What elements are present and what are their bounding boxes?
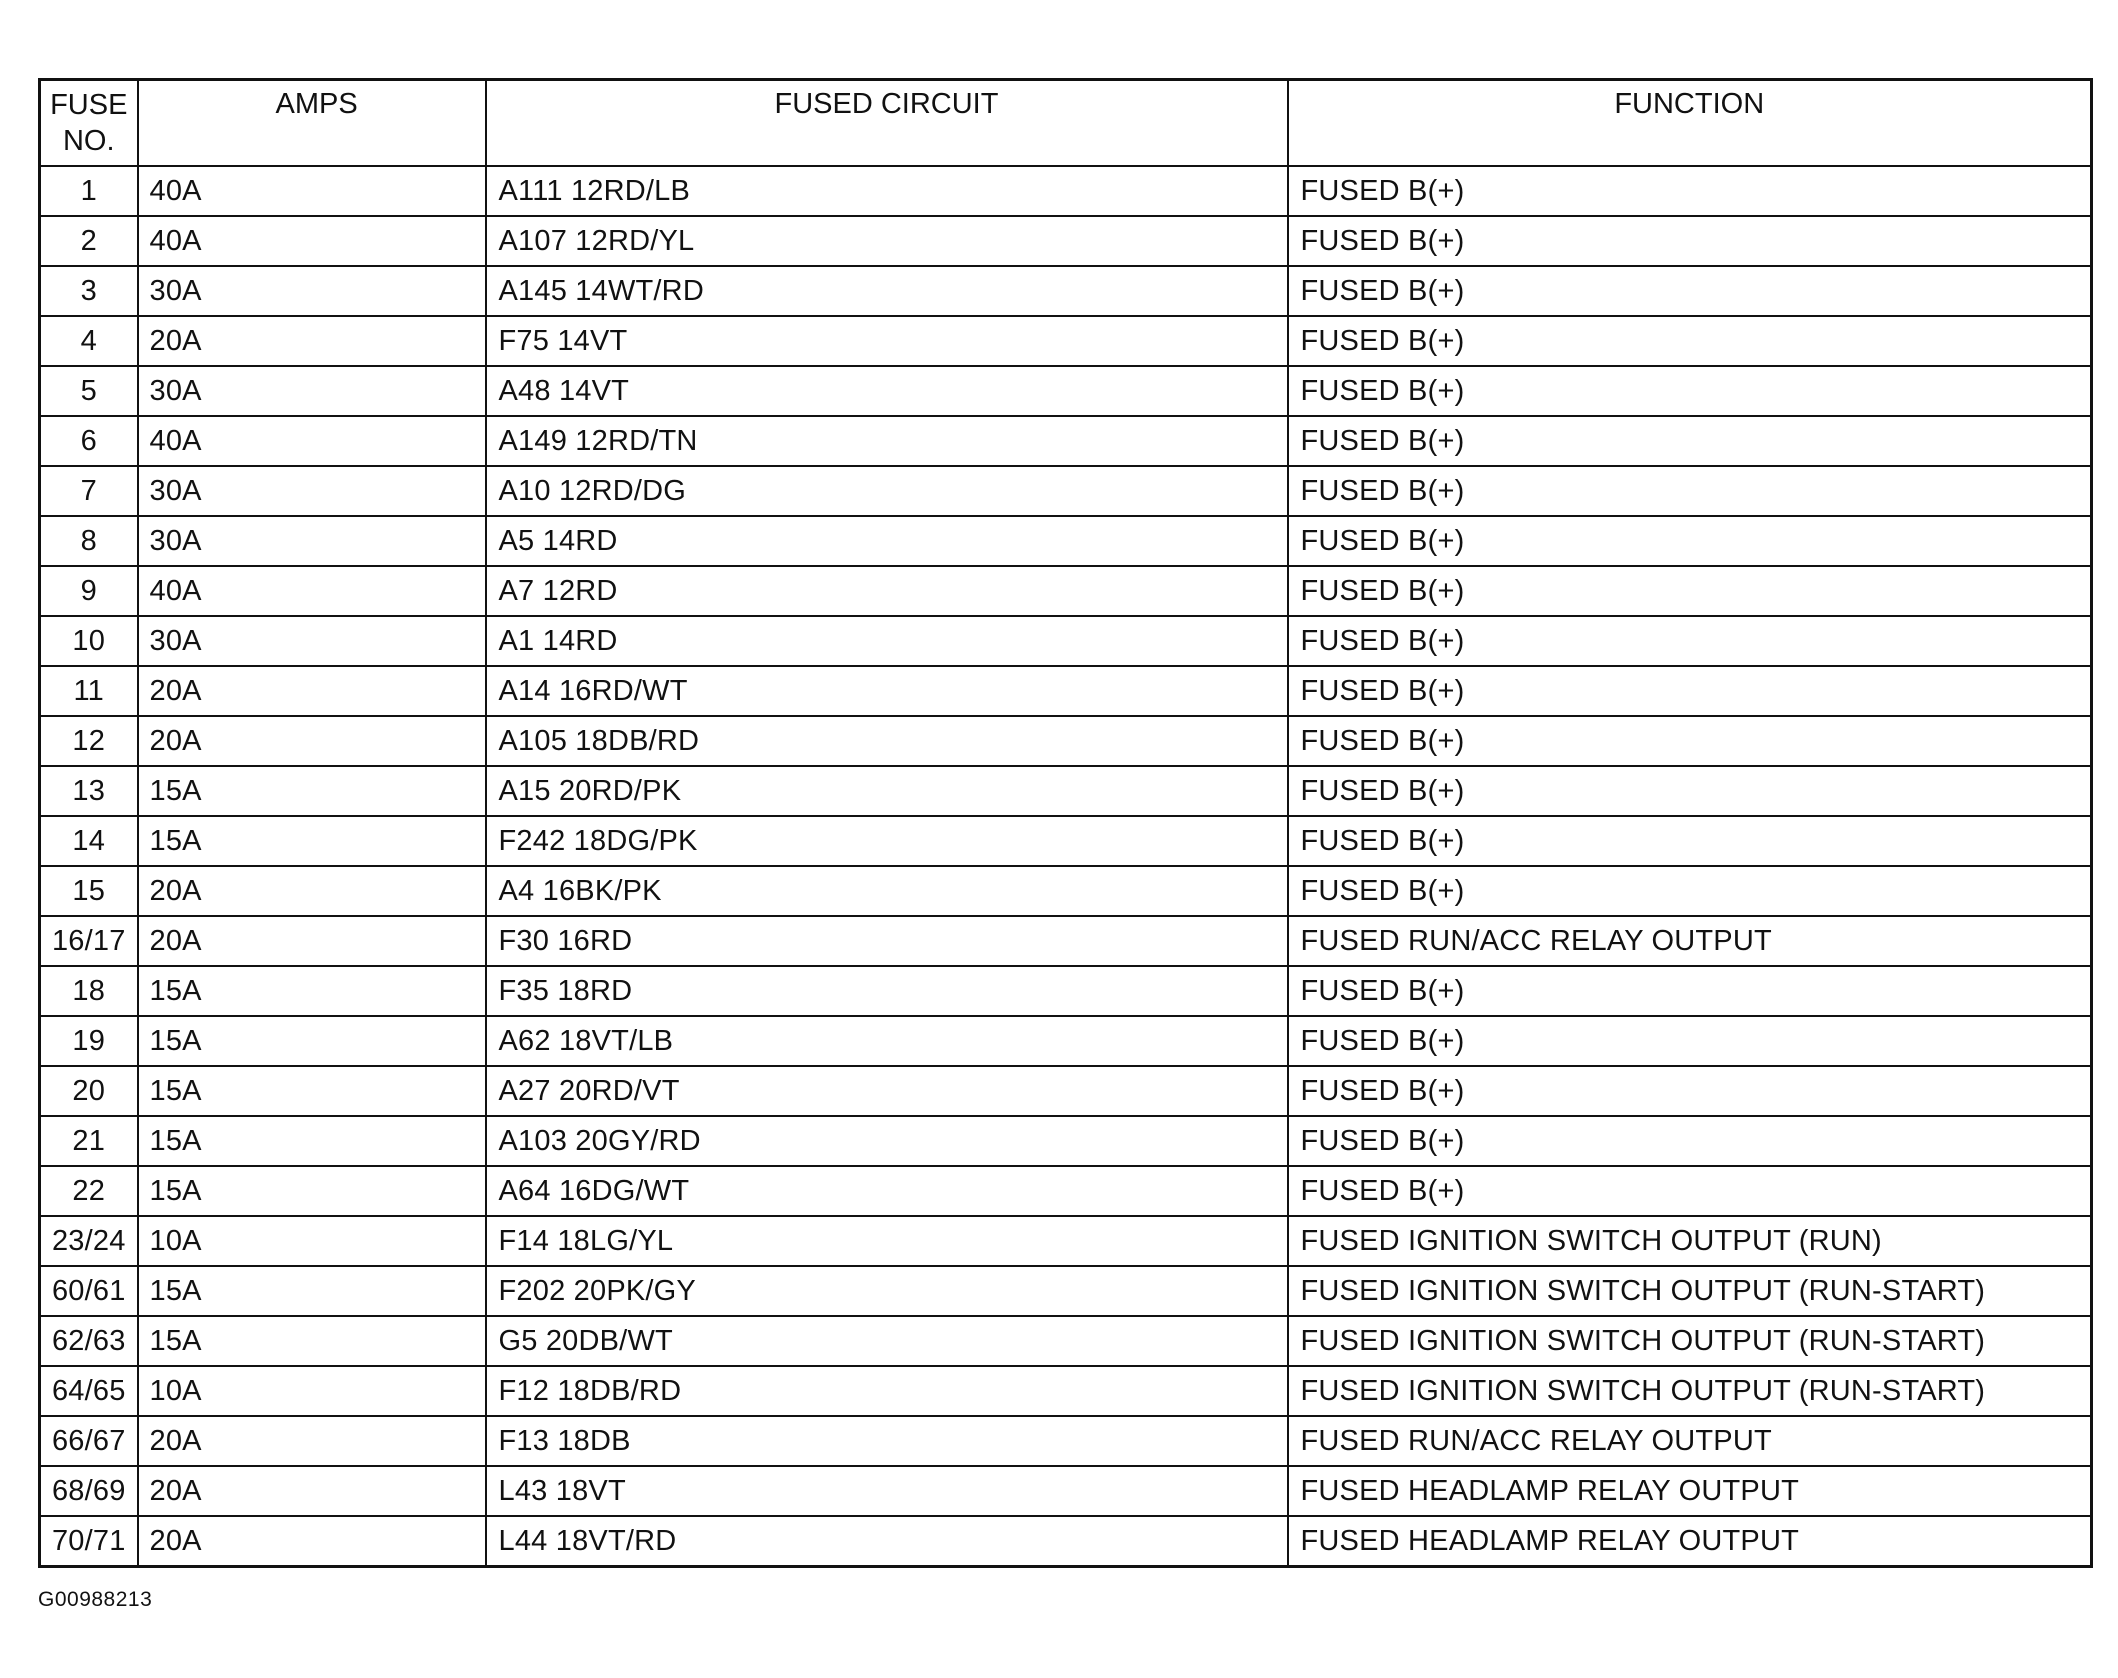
function-cell: FUSED IGNITION SWITCH OUTPUT (RUN-START) [1288,1266,2092,1316]
amps-cell: 15A [138,1016,486,1066]
table-row [40,716,2092,766]
fuse-no-cell: 3 [40,266,138,316]
fused-circuit-cell: F202 20PK/GY [486,1266,1288,1316]
amps-cell: 20A [138,1416,486,1466]
amps-cell: 30A [138,266,486,316]
fuse-no-cell: 8 [40,516,138,566]
fuse-no-cell: 60/61 [40,1266,138,1316]
fused-circuit-cell: A145 14WT/RD [486,266,1288,316]
fuse-no-cell: 11 [40,666,138,716]
function-cell: FUSED B(+) [1288,216,2092,266]
fuse-no-cell: 12 [40,716,138,766]
function-cell: FUSED B(+) [1288,516,2092,566]
table-row [40,616,2092,666]
amps-cell: 15A [138,816,486,866]
table-row [40,816,2092,866]
amps-cell: 40A [138,216,486,266]
function-cell: FUSED B(+) [1288,316,2092,366]
table-row [40,416,2092,466]
fused-circuit-cell: A1 14RD [486,616,1288,666]
table-row [40,1366,2092,1416]
fused-circuit-cell: G5 20DB/WT [486,1316,1288,1366]
header-amps: AMPS [138,80,486,167]
header-fuse-no: FUSE NO. [40,80,138,167]
function-cell: FUSED B(+) [1288,716,2092,766]
fuse-no-cell: 22 [40,1166,138,1216]
table-row [40,666,2092,716]
fused-circuit-cell: A5 14RD [486,516,1288,566]
function-cell: FUSED IGNITION SWITCH OUTPUT (RUN-START) [1288,1316,2092,1366]
table-row [40,216,2092,266]
function-cell: FUSED B(+) [1288,166,2092,216]
fused-circuit-cell: A62 18VT/LB [486,1016,1288,1066]
fuse-no-cell: 15 [40,866,138,916]
fuse-no-cell: 64/65 [40,1366,138,1416]
fused-circuit-cell: F242 18DG/PK [486,816,1288,866]
function-cell: FUSED B(+) [1288,666,2092,716]
table-row [40,1266,2092,1316]
table-row [40,1416,2092,1466]
table-row [40,1116,2092,1166]
fuse-no-cell: 1 [40,166,138,216]
table-row [40,916,2092,966]
figure-id: G00988213 [38,1588,153,1611]
amps-cell: 30A [138,366,486,416]
amps-cell: 20A [138,1516,486,1567]
table-row [40,1516,2092,1567]
amps-cell: 20A [138,316,486,366]
amps-cell: 20A [138,666,486,716]
amps-cell: 15A [138,766,486,816]
amps-cell: 40A [138,166,486,216]
fuse-no-cell: 4 [40,316,138,366]
function-cell: FUSED B(+) [1288,1166,2092,1216]
fused-circuit-cell: F30 16RD [486,916,1288,966]
table-body [40,166,2092,1567]
amps-cell: 15A [138,1316,486,1366]
table-row [40,866,2092,916]
amps-cell: 15A [138,1116,486,1166]
fuse-no-cell: 19 [40,1016,138,1066]
fuse-no-cell: 6 [40,416,138,466]
amps-cell: 15A [138,1166,486,1216]
fuse-no-cell: 18 [40,966,138,1016]
fuse-no-cell: 7 [40,466,138,516]
fuse-table [38,78,2093,1568]
fused-circuit-cell: A48 14VT [486,366,1288,416]
table-row [40,316,2092,366]
fused-circuit-cell: A107 12RD/YL [486,216,1288,266]
function-cell: FUSED B(+) [1288,466,2092,516]
function-cell: FUSED B(+) [1288,1116,2092,1166]
fused-circuit-cell: A10 12RD/DG [486,466,1288,516]
table-row [40,1216,2092,1266]
table-row [40,266,2092,316]
fuse-no-cell: 14 [40,816,138,866]
table-row [40,1166,2092,1216]
function-cell: FUSED B(+) [1288,866,2092,916]
fuse-no-cell: 21 [40,1116,138,1166]
table-header-row [40,80,2092,167]
amps-cell: 10A [138,1366,486,1416]
header-fused-circuit: FUSED CIRCUIT [486,80,1288,167]
amps-cell: 20A [138,916,486,966]
table-row [40,366,2092,416]
table-row [40,1016,2092,1066]
fused-circuit-cell: F75 14VT [486,316,1288,366]
amps-cell: 10A [138,1216,486,1266]
fuse-no-cell: 23/24 [40,1216,138,1266]
header-function: FUNCTION [1288,80,2092,167]
function-cell: FUSED B(+) [1288,416,2092,466]
function-cell: FUSED B(+) [1288,266,2092,316]
function-cell: FUSED B(+) [1288,816,2092,866]
fused-circuit-cell: A149 12RD/TN [486,416,1288,466]
fused-circuit-cell: F14 18LG/YL [486,1216,1288,1266]
function-cell: FUSED B(+) [1288,1016,2092,1066]
amps-cell: 15A [138,1266,486,1316]
table-row [40,466,2092,516]
fuse-no-cell: 5 [40,366,138,416]
table-row [40,566,2092,616]
fused-circuit-cell: A103 20GY/RD [486,1116,1288,1166]
function-cell: FUSED B(+) [1288,766,2092,816]
function-cell: FUSED HEADLAMP RELAY OUTPUT [1288,1516,2092,1567]
amps-cell: 20A [138,1466,486,1516]
fuse-no-cell: 10 [40,616,138,666]
function-cell: FUSED HEADLAMP RELAY OUTPUT [1288,1466,2092,1516]
function-cell: FUSED RUN/ACC RELAY OUTPUT [1288,1416,2092,1466]
fused-circuit-cell: A15 20RD/PK [486,766,1288,816]
fused-circuit-cell: A64 16DG/WT [486,1166,1288,1216]
table-row [40,166,2092,216]
fuse-no-cell: 20 [40,1066,138,1116]
fuse-no-cell: 70/71 [40,1516,138,1567]
fused-circuit-cell: A4 16BK/PK [486,866,1288,916]
fused-circuit-cell: L44 18VT/RD [486,1516,1288,1567]
fused-circuit-cell: F35 18RD [486,966,1288,1016]
amps-cell: 40A [138,416,486,466]
amps-cell: 20A [138,716,486,766]
function-cell: FUSED RUN/ACC RELAY OUTPUT [1288,916,2092,966]
fused-circuit-cell: F13 18DB [486,1416,1288,1466]
amps-cell: 30A [138,516,486,566]
fused-circuit-cell: A111 12RD/LB [486,166,1288,216]
function-cell: FUSED B(+) [1288,566,2092,616]
function-cell: FUSED B(+) [1288,366,2092,416]
table-row [40,1066,2092,1116]
function-cell: FUSED B(+) [1288,616,2092,666]
fuse-no-cell: 66/67 [40,1416,138,1466]
function-cell: FUSED B(+) [1288,966,2092,1016]
table-row [40,1316,2092,1366]
function-cell: FUSED IGNITION SWITCH OUTPUT (RUN) [1288,1216,2092,1266]
fuse-no-cell: 13 [40,766,138,816]
fuse-no-cell: 62/63 [40,1316,138,1366]
amps-cell: 30A [138,616,486,666]
amps-cell: 15A [138,966,486,1016]
amps-cell: 40A [138,566,486,616]
amps-cell: 30A [138,466,486,516]
fused-circuit-cell: F12 18DB/RD [486,1366,1288,1416]
amps-cell: 20A [138,866,486,916]
table-row [40,966,2092,1016]
fused-circuit-cell: L43 18VT [486,1466,1288,1516]
table-row [40,766,2092,816]
table-row [40,1466,2092,1516]
amps-cell: 15A [138,1066,486,1116]
function-cell: FUSED B(+) [1288,1066,2092,1116]
fuse-no-cell: 16/17 [40,916,138,966]
table-row [40,516,2092,566]
fused-circuit-cell: A105 18DB/RD [486,716,1288,766]
fused-circuit-cell: A7 12RD [486,566,1288,616]
fused-circuit-cell: A14 16RD/WT [486,666,1288,716]
fuse-no-cell: 68/69 [40,1466,138,1516]
fused-circuit-cell: A27 20RD/VT [486,1066,1288,1116]
fuse-no-cell: 2 [40,216,138,266]
fuse-no-cell: 9 [40,566,138,616]
function-cell: FUSED IGNITION SWITCH OUTPUT (RUN-START) [1288,1366,2092,1416]
